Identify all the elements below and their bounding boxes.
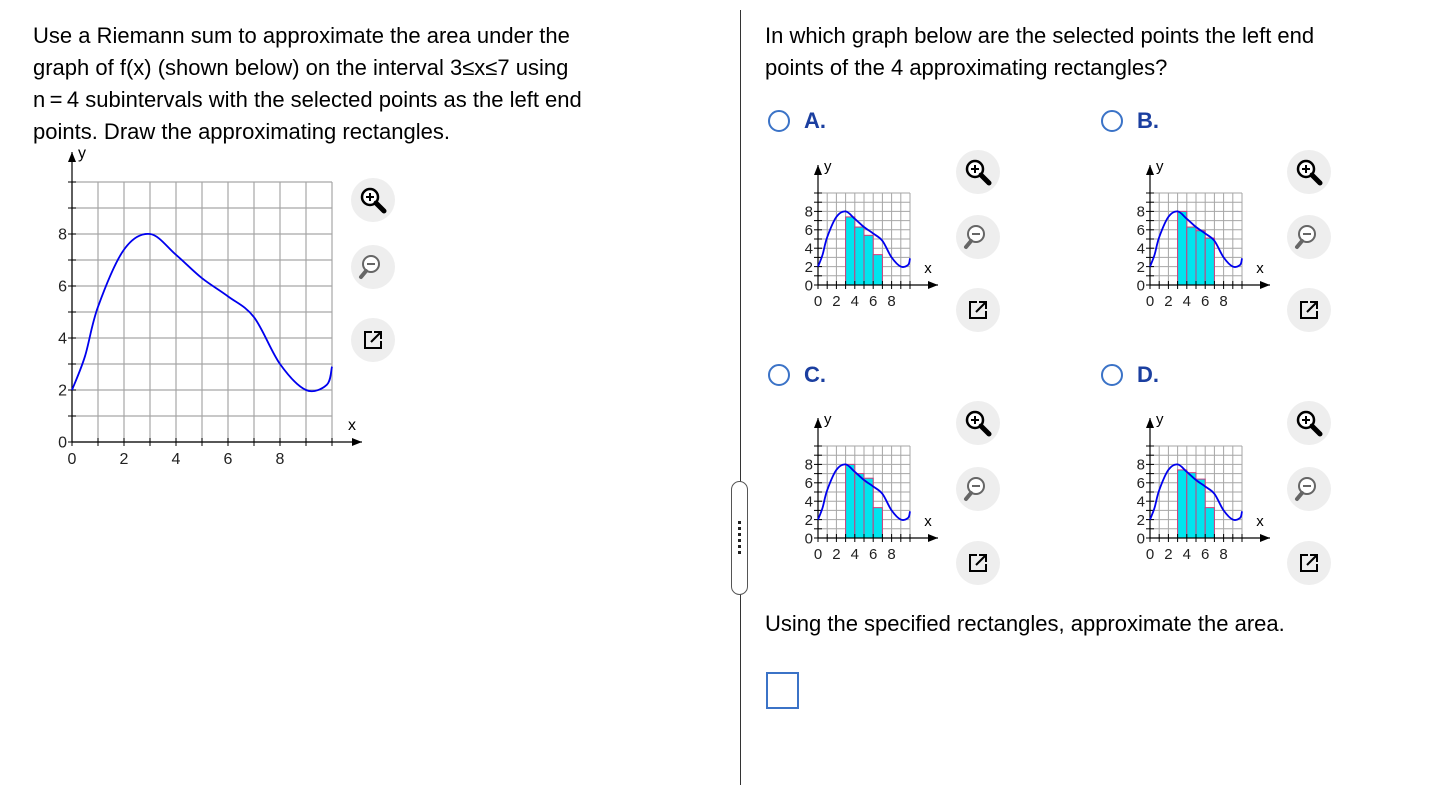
x-axis-label: x [1256,513,1264,530]
y-axis-arrow [68,152,76,162]
zoom-out-icon [358,252,388,282]
x-tick-label: 4 [171,451,181,468]
x-tick-label: 2 [1164,293,1173,310]
x-tick-label: 6 [869,293,878,310]
x-axis-arrow [1260,534,1270,542]
y-tick-label: 4 [1136,493,1145,511]
x-axis-label: x [924,260,932,277]
y-tick-label: 6 [1136,475,1145,493]
riemann-rectangle [1178,470,1187,538]
riemann-rectangle [1205,238,1214,285]
option-c-zoom-out-button[interactable] [956,467,1000,511]
y-axis-arrow [814,165,822,175]
y-tick-label: 0 [804,530,813,548]
x-axis-label: x [1256,260,1264,277]
x-tick-label: 8 [887,293,896,310]
question-line-2: points of the 4 approximating rectangles? [765,55,1168,80]
x-tick-label: 8 [1219,546,1228,563]
y-tick-label: 4 [58,330,67,348]
y-tick-label: 2 [804,258,813,276]
option-b-radio[interactable] [1101,110,1123,132]
y-axis-arrow [1146,418,1154,428]
option-a[interactable] [768,108,826,134]
x-tick-label: 0 [1145,546,1155,563]
x-tick-label: 2 [832,293,841,310]
y-axis-label: y [78,145,86,162]
x-axis-label: x [348,417,356,434]
y-tick-label: 6 [804,475,813,493]
x-tick-label: 6 [223,451,233,468]
expand-icon [1297,551,1321,575]
riemann-rectangle [1178,211,1187,285]
y-tick-label: 4 [804,240,813,258]
option-d-zoom-out-button[interactable] [1287,467,1331,511]
x-tick-label: 4 [1182,293,1191,310]
riemann-rectangle [864,235,873,285]
riemann-rectangle [873,508,882,538]
x-tick-label: 0 [813,293,823,310]
zoom-in-icon [963,157,993,187]
question-text [765,20,1430,84]
y-tick-label: 2 [804,511,813,529]
zoom-out-icon [963,474,993,504]
y-tick-label: 8 [1136,456,1145,474]
main-graph-zoom-in-button[interactable] [351,178,395,222]
zoom-in-icon [1294,408,1324,438]
y-tick-label: 2 [58,382,67,400]
zoom-out-icon [1294,222,1324,252]
option-d-radio[interactable] [1101,364,1123,386]
x-tick-label: 8 [1219,293,1228,310]
riemann-rectangle [864,478,873,538]
expand-icon [966,298,990,322]
x-axis-arrow [1260,281,1270,289]
y-axis-label: y [824,158,832,175]
x-tick-label: 6 [1201,546,1210,563]
option-c-expand-button[interactable] [956,541,1000,585]
zoom-in-icon [963,408,993,438]
zoom-out-icon [1294,474,1324,504]
prompt-line-3: n = 4 subintervals with the selected points as the left end [33,87,582,112]
y-tick-label: 8 [804,456,813,474]
option-b-graph [1122,152,1287,322]
option-a-zoom-out-button[interactable] [956,215,1000,259]
y-tick-label: 8 [58,226,67,244]
x-tick-label: 8 [275,451,285,468]
option-a-graph [790,152,955,322]
x-tick-label: 0 [1145,293,1155,310]
riemann-rectangle [1196,479,1205,538]
y-axis-label: y [824,411,832,428]
x-tick-label: 2 [1164,546,1173,563]
riemann-rectangle [873,255,882,285]
x-tick-label: 0 [813,546,823,563]
area-question: Using the specified rectangles, approximate the area. [765,611,1285,636]
x-axis-arrow [928,534,938,542]
zoom-out-icon [963,222,993,252]
x-tick-label: 4 [850,546,859,563]
x-tick-label: 2 [832,546,841,563]
option-d-graph [1122,405,1287,575]
option-b-expand-button[interactable] [1287,288,1331,332]
riemann-rectangle [1196,231,1205,285]
option-a-label: A. [804,108,826,133]
x-tick-label: 2 [119,451,129,468]
x-tick-label: 4 [850,293,859,310]
option-b[interactable] [1101,108,1159,134]
y-tick-label: 0 [804,277,813,295]
x-tick-label: 4 [1182,546,1191,563]
x-axis-label: x [924,513,932,530]
option-a-radio[interactable] [768,110,790,132]
riemann-rectangle [1187,227,1196,285]
riemann-rectangle [846,464,855,538]
y-tick-label: 2 [1136,258,1145,276]
y-tick-label: 0 [58,434,67,452]
zoom-in-icon [358,185,388,215]
riemann-rectangle [1205,508,1214,538]
y-tick-label: 0 [1136,277,1145,295]
option-c-graph [790,405,955,575]
option-d[interactable] [1101,362,1159,388]
x-tick-label: 6 [869,546,878,563]
area-answer-input[interactable] [766,672,799,709]
option-b-label: B. [1137,108,1159,133]
prompt-line-4: points. Draw the approximating rectangles. [33,119,450,144]
x-tick-label: 8 [887,546,896,563]
x-tick-label: 0 [67,451,77,468]
grip-dots-icon [738,521,741,555]
question-line-1: In which graph below are the selected points the left end [765,23,1315,48]
x-axis-arrow [352,438,362,446]
y-tick-label: 8 [1136,203,1145,221]
option-c[interactable] [768,362,826,388]
option-c-radio[interactable] [768,364,790,386]
prompt-line-1: Use a Riemann sum to approximate the area under the [33,23,570,48]
y-tick-label: 0 [1136,530,1145,548]
riemann-rectangle [1187,473,1196,538]
main-graph-zoom-out-button[interactable] [351,245,395,289]
option-a-expand-button[interactable] [956,288,1000,332]
option-d-zoom-in-button[interactable] [1287,401,1331,445]
y-tick-label: 4 [804,493,813,511]
y-tick-label: 6 [804,222,813,240]
option-b-zoom-in-button[interactable] [1287,150,1331,194]
option-a-zoom-in-button[interactable] [956,150,1000,194]
y-axis-label: y [1156,411,1164,428]
prompt-line-2: graph of f(x) (shown below) on the interval 3≤x≤7 using [33,55,569,80]
option-d-expand-button[interactable] [1287,541,1331,585]
option-c-label: C. [804,362,826,387]
main-graph-expand-button[interactable] [351,318,395,362]
main-function-graph [20,145,356,490]
y-tick-label: 4 [1136,240,1145,258]
option-b-zoom-out-button[interactable] [1287,215,1331,259]
y-axis-label: y [1156,158,1164,175]
expand-icon [1297,298,1321,322]
riemann-rectangle [855,227,864,285]
x-tick-label: 6 [1201,293,1210,310]
y-tick-label: 2 [1136,511,1145,529]
riemann-rectangle [846,217,855,285]
option-d-label: D. [1137,362,1159,387]
y-tick-label: 6 [58,278,67,296]
expand-icon [361,328,385,352]
zoom-in-icon [1294,157,1324,187]
expand-icon [966,551,990,575]
y-tick-label: 8 [804,203,813,221]
riemann-rectangle [855,474,864,538]
option-c-zoom-in-button[interactable] [956,401,1000,445]
panel-resize-handle[interactable] [731,481,748,595]
x-axis-arrow [928,281,938,289]
y-axis-arrow [814,418,822,428]
y-tick-label: 6 [1136,222,1145,240]
problem-statement [33,20,713,148]
y-axis-arrow [1146,165,1154,175]
panel-divider [740,10,741,785]
